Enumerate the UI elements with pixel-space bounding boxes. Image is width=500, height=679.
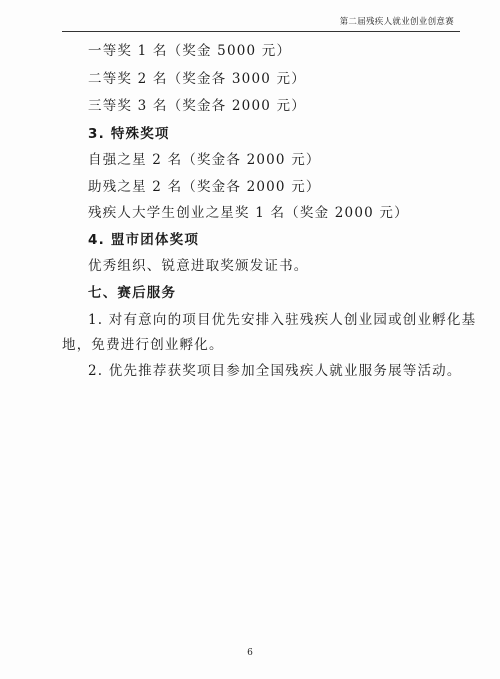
service-item-2-line: 2. 优先推荐获奖项目参加全国残疾人就业服务展等活动。 (88, 363, 462, 379)
prize-third-line: 三等奖 3 名（奖金各 2000 元） (88, 98, 306, 114)
league-awards-heading: 4. 盟市团体奖项 (88, 232, 200, 248)
special-helping-disabled-line: 助残之星 2 名（奖金各 2000 元） (88, 179, 321, 195)
special-self-reliance-line: 自强之星 2 名（奖金各 2000 元） (88, 152, 321, 168)
prize-first-line: 一等奖 1 名（奖金 5000 元） (88, 43, 292, 59)
header-divider (62, 31, 460, 32)
running-header-title: 第二届残疾人就业创业创意赛 (339, 17, 454, 27)
special-student-line: 残疾人大学生创业之星奖 1 名（奖金 2000 元） (88, 205, 409, 221)
page-number: 6 (247, 648, 253, 658)
special-awards-heading: 3. 特殊奖项 (88, 126, 170, 142)
service-item-1-line-2: 地，免费进行创业孵化。 (62, 337, 224, 353)
prize-second-line: 二等奖 2 名（奖金各 3000 元） (88, 71, 306, 87)
service-item-1-line-1: 1. 对有意向的项目优先安排入驻残疾人创业园或创业孵化基 (88, 312, 477, 328)
section-seven-heading: 七、赛后服务 (88, 285, 177, 301)
league-awards-text: 优秀组织、锐意进取奖颁发证书。 (88, 258, 309, 274)
